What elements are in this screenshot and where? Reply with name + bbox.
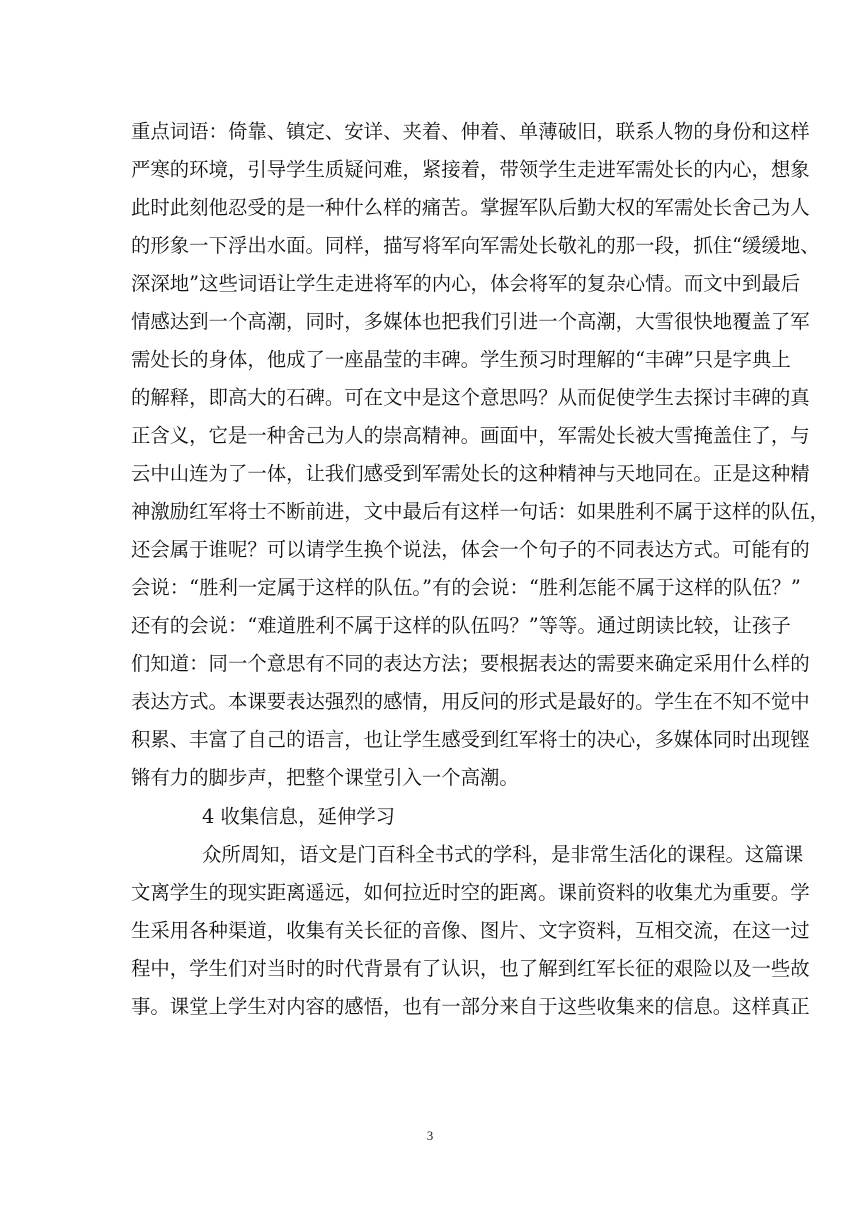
paragraph-line: 严寒的环境，引导学生质疑问难，紧接着，带领学生走进军需处长的内心，想象 — [131, 158, 810, 181]
paragraph-line: 还有的会说：“难道胜利不属于这样的队伍吗？”等等。通过朗读比较，让孩子 — [131, 614, 791, 637]
paragraph-line: 表达方式。本课要表达强烈的感情，用反问的形式是最好的。学生在不知不觉中 — [131, 690, 810, 713]
paragraph-line: 锵有力的脚步声，把整个课堂引入一个高潮。 — [131, 766, 519, 789]
paragraph-line: 事。课堂上学生对内容的感悟，也有一部分来自于这些收集来的信息。这样真正 — [131, 995, 810, 1018]
paragraph-line: 还会属于谁呢？可以请学生换个说法，体会一个句子的不同表达方式。可能有的 — [131, 538, 810, 561]
paragraph-line: 重点词语：倚靠、镇定、安详、夹着、伸着、单薄破旧，联系人物的身份和这样 — [131, 120, 810, 143]
paragraph-line: 需处长的身体，他成了一座晶莹的丰碑。学生预习时理解的“丰碑”只是字典上 — [131, 348, 791, 371]
paragraph-line: 云中山连为了一体，让我们感受到军需处长的这种精神与天地同在。正是这种精 — [131, 462, 810, 485]
section-heading: 4 收集信息，延伸学习 — [202, 805, 396, 828]
paragraph-line: 深深地”这些词语让学生走进将军的内心，体会将军的复杂心情。而文中到最后 — [131, 272, 801, 295]
paragraph-line: 们知道：同一个意思有不同的表达方法；要根据表达的需要来确定采用什么样的 — [131, 652, 810, 675]
paragraph-line: 正含义，它是一种舍己为人的崇高精神。画面中，军需处长被大雪掩盖住了，与 — [131, 424, 810, 447]
paragraph-line: 程中，学生们对当时的时代背景有了认识，也了解到红军长征的艰险以及一些故 — [131, 957, 810, 980]
paragraph-line: 此时此刻他忍受的是一种什么样的痛苦。掌握军队后勤大权的军需处长舍己为人 — [131, 196, 810, 219]
paragraph-line: 积累、丰富了自己的语言，也让学生感受到红军将士的决心，多媒体同时出现铿 — [131, 728, 810, 751]
paragraph-line: 的形象一下浮出水面。同样，描写将军向军需处长敬礼的那一段，抓住“缓缓地、 — [131, 234, 820, 257]
paragraph-line: 生采用各种渠道，收集有关长征的音像、图片、文字资料，互相交流，在这一过 — [131, 919, 810, 942]
page-number: 3 — [426, 1128, 434, 1143]
paragraph-line: 众所周知，语文是门百科全书式的学科，是非常生活化的课程。这篇课 — [202, 843, 804, 866]
paragraph-line: 文离学生的现实距离遥远，如何拉近时空的距离。课前资料的收集尤为重要。学 — [131, 881, 810, 904]
paragraph-line: 神激励红军将士不断前进，文中最后有这样一句话：如果胜利不属于这样的队伍， — [131, 500, 830, 523]
paragraph-line: 的解释，即高大的石碑。可在文中是这个意思吗？从而促使学生去探讨丰碑的真 — [131, 386, 810, 409]
paragraph-line: 会说：“胜利一定属于这样的队伍。”有的会说：“胜利怎能不属于这样的队伍？” — [131, 576, 801, 599]
paragraph-line: 情感达到一个高潮，同时，多媒体也把我们引进一个高潮，大雪很快地覆盖了军 — [131, 310, 810, 333]
